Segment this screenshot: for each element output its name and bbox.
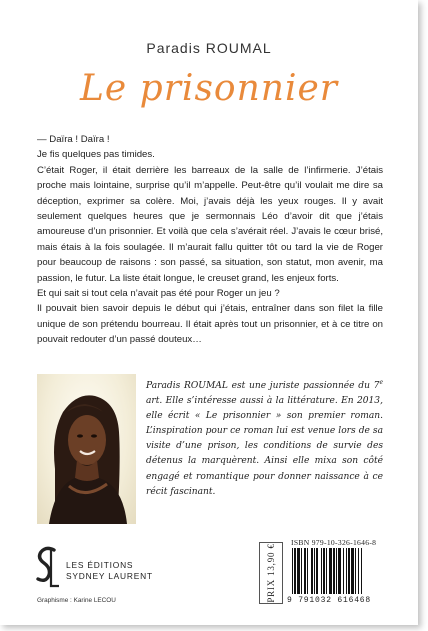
publisher-logo-icon	[34, 544, 60, 590]
excerpt-paragraph: — Daïra ! Daïra !	[37, 134, 110, 145]
author-photo	[37, 374, 136, 524]
excerpt-paragraph: Je fis quelques pas timides.	[37, 149, 155, 161]
publisher-line-2: SYDNEY LAURENT	[66, 571, 153, 581]
price-text: PRIX 13,90 €	[266, 543, 276, 603]
publisher-name	[66, 560, 153, 582]
price-label	[259, 542, 283, 604]
design-credit: Graphisme : Karine LECOU	[37, 597, 116, 604]
author-name: Paradis ROUMAL	[146, 40, 272, 56]
isbn-text: ISBN 979-10-326-1646-8	[291, 538, 377, 547]
publisher-line-1: LES ÉDITIONS	[66, 560, 134, 570]
book-title: Le prisonnier	[80, 68, 338, 109]
bio-superscript: e	[379, 378, 383, 386]
excerpt-text	[37, 132, 383, 348]
excerpt-paragraph: Il pouvait bien savoir depuis le début qui j’étais, entraîner dans son filet la fille unique de son prétendu bourreau. Il était après tout un prisonnier, et à ce titre on pouvait redouter d’un passé douteux…	[37, 303, 383, 346]
excerpt-paragraph: C’était Roger, il était derrière les barreaux de la salle de l’infirmerie. J’étais proche mais lointaine, surprise qu’il m’appelle. Peut-être qu’il voulait me dire sa déception, exprimer sa colère. Moi, j’avais déjà les yeux rouges. Il y avait seulement quelques heures que je sermonnais Léo d’avoir dit que j’étais amoureuse d’un prisonnier. Et voilà que cela s’avérait réel. J’avais le cœur brisé, mais étais à la fois soulagée. Il m’aurait fallu quitter tôt ou tard la vie de Roger pour beaucoup de raisons : son passé, sa situation, son statut, mon avenir, ma passion, le futur. La liste était longue, le creuset grand, les enjeux forts.	[37, 164, 383, 284]
author-bio	[146, 379, 383, 500]
barcode-number: 9 791032 616468	[287, 596, 372, 605]
bio-text-end: art. Elle s’intéresse aussi à la littérature. En 2013, elle écrit « Le prisonnier » son premier roman. L’inspiration pour ce roman lui est venue lors de sa visite d’une prison, les conditions de survie des détenus la marquèrent. Ainsi elle mixa son côté engagé et romantique pour donner naissance à ce récit fascinant.	[146, 396, 383, 497]
barcode-icon	[292, 548, 383, 594]
excerpt-paragraph: Et qui sait si tout cela n’avait pas été pour Roger un jeu ?	[37, 288, 280, 300]
bio-text-start: Paradis ROUMAL est une juriste passionnée du 7	[146, 381, 380, 391]
